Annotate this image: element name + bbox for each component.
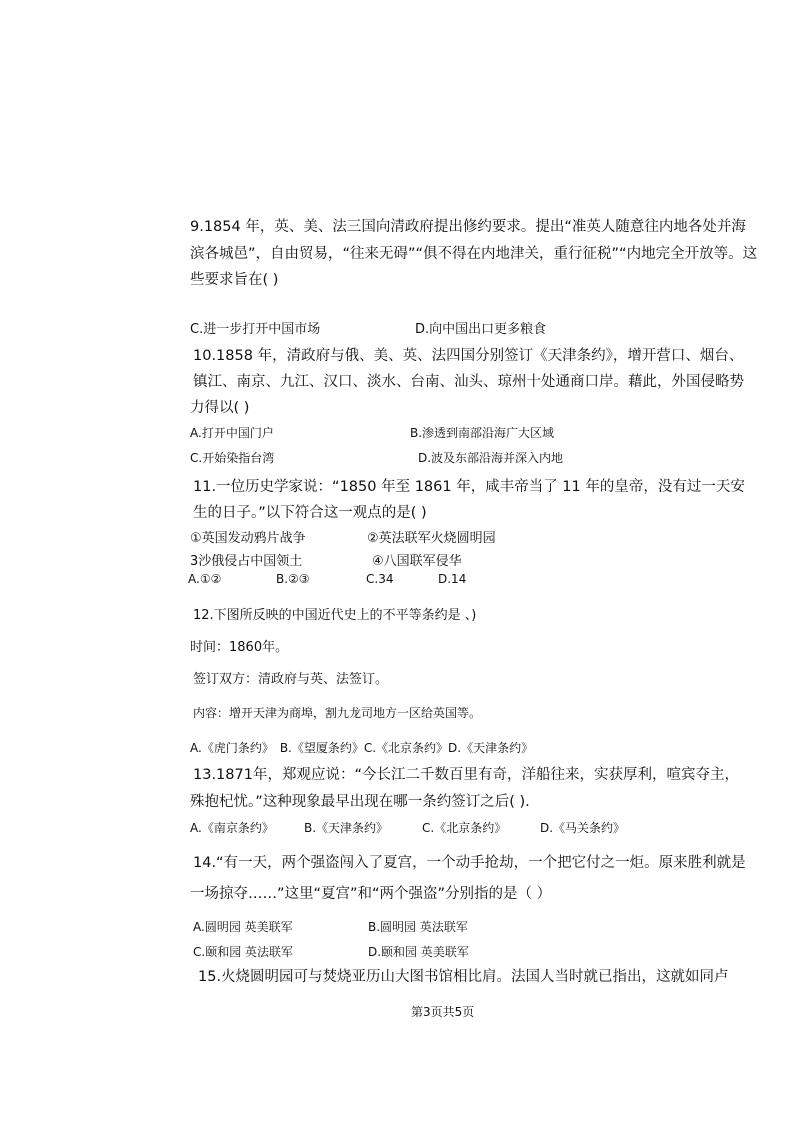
q11-line-2: 生的日子。”以下符合这一观点的是( ) xyxy=(193,505,427,521)
q11-item-3: 3沙俄侵占中国领土 xyxy=(190,554,303,569)
q10-option-a: A.打开中国门户 xyxy=(190,426,274,440)
q11-option-a: A.①② xyxy=(188,572,222,586)
q9-option-d: D.向中国出口更多粮食 xyxy=(415,322,547,337)
q14-line-2: 一场掠夺……”这里“夏宫”和“两个强盗”分别指的是（ ） xyxy=(190,886,552,902)
q11-option-b: B.②③ xyxy=(276,572,310,586)
q9-option-c: C.进一步打开中国市场 xyxy=(190,322,321,337)
q15-line-1: 15.火烧圆明园可与焚烧亚历山大图书馆相比肩。法国人当时就已指出，这就如同卢 xyxy=(198,969,729,985)
q12-content: 内容：增开天津为商埠，割九龙司地方一区给英国等。 xyxy=(193,706,482,720)
q12-options: A.《虎门条约》 B.《望厦条约》C.《北京条约》D.《天津条约》 xyxy=(190,741,534,755)
q9-line-3: 些要求旨在( ) xyxy=(190,272,279,288)
q13-option-b: B.《天津条约》 xyxy=(304,821,389,835)
q10-line-1: 10.1858 年，清政府与俄、美、英、法四国分别签订《天津条约》，增开营口、烟台、 xyxy=(193,348,744,364)
q12-line-1: 12.下图所反映的中国近代史上的不平等条约是 、) xyxy=(193,608,477,623)
q9-line-2: 滨各城邑”，自由贸易，“往来无碍”“俱不得在内地津关，重行征税”“内地完全开放等。这 xyxy=(190,246,758,262)
q12-time: 时间：1860年。 xyxy=(190,640,289,655)
q14-option-a: A.圆明园 英美联军 xyxy=(193,920,293,934)
q13-option-c: C.《北京条约》 xyxy=(422,821,507,835)
q10-option-d: D.波及东部沿海并深入内地 xyxy=(418,451,564,465)
q14-option-c: C.颐和园 英法联军 xyxy=(193,945,294,959)
q12-parties: 签订双方：清政府与英、法签订。 xyxy=(193,672,389,687)
q11-line-1: 11.一位历史学家说：“1850 年至 1861 年，咸丰帝当了 11 年的皇帝，没有过一天安 xyxy=(193,479,745,495)
q14-option-d: D.颐和园 英美联军 xyxy=(368,945,469,959)
page-number: 第3页共5页 xyxy=(411,1005,475,1019)
q11-option-c: C.34 xyxy=(366,572,394,586)
q11-item-2: ②英法联军火烧圆明园 xyxy=(367,531,496,546)
q13-option-d: D.《马关条约》 xyxy=(540,821,626,835)
q11-item-4: ④八国联军侵华 xyxy=(372,554,462,569)
q9-line-1: 9.1854 年，英、美、法三国向清政府提出修约要求。提出“准英人随意往内地各处并海 xyxy=(190,219,746,235)
q10-line-2: 镇江、南京、九江、汉口、淡水、台南、汕头、琼州十处通商口岸。藉此，外国侵略势 xyxy=(193,374,744,390)
q10-option-c: C.开始染指台湾 xyxy=(190,451,275,465)
q13-option-a: A.《南京条约》 xyxy=(190,821,274,835)
q10-line-3: 力得以( ) xyxy=(190,400,250,416)
q13-line-2: 殊抱杞忧。”这种现象最早出现在哪一条约签订之后( ). xyxy=(190,794,530,810)
q10-option-b: B.渗透到南部沿海广大区域 xyxy=(410,426,555,440)
q11-item-1: ①英国发动鸦片战争 xyxy=(190,531,306,546)
q14-line-1: 14.“有一天，两个强盗闯入了夏宫，一个动手抢劫，一个把它付之一炬。原来胜利就是 xyxy=(193,855,746,871)
q14-option-b: B.圆明园 英法联军 xyxy=(368,920,468,934)
q13-line-1: 13.1871年，郑观应说：“今长江二千数百里有奇，洋船往来，实获厚利，喧宾夺主， xyxy=(193,767,739,783)
q11-option-d: D.14 xyxy=(438,572,467,586)
